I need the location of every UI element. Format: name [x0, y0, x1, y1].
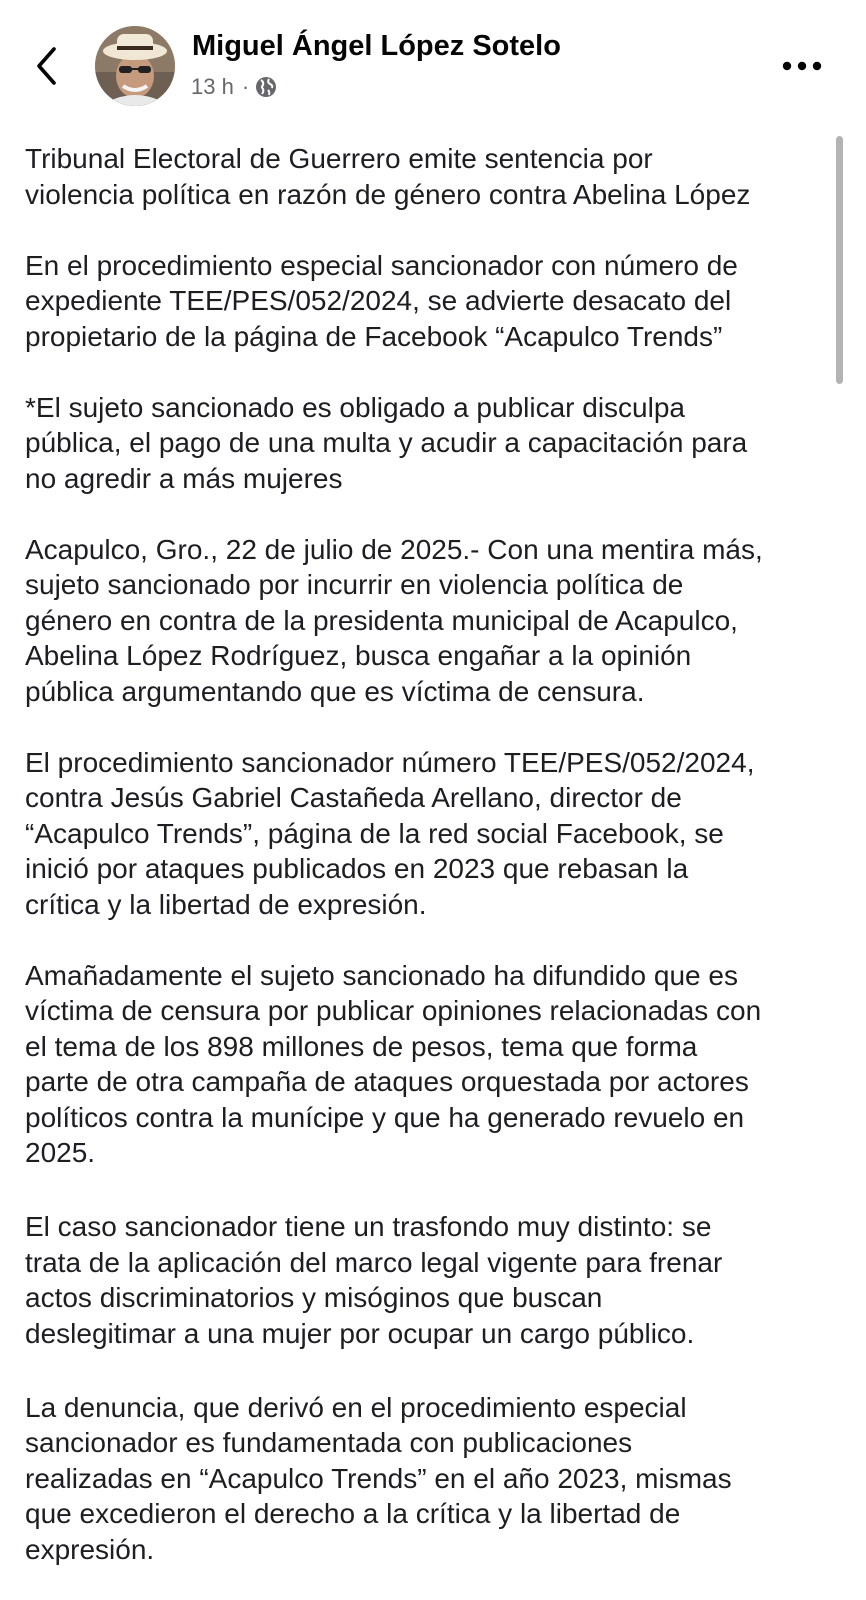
post-line: *El sujeto sancionado es obligado a publicar disculpa — [25, 391, 685, 423]
post-line: deslegitimar a una mujer por ocupar un cargo público. — [25, 1317, 695, 1349]
post-paragraph-7 — [25, 1209, 831, 1351]
post-line: políticos contra la munícipe y que ha generado revuelo en — [25, 1101, 745, 1133]
post-line: sancionador es fundamentada con publicaciones — [25, 1427, 633, 1458]
post-line: La denuncia, que derivó en el procedimiento especial — [25, 1391, 687, 1423]
avatar[interactable] — [95, 26, 175, 106]
post-line: Tribunal Electoral de Guerrero emite sentencia por — [25, 143, 653, 174]
post-line: violencia política en razón de género contra Abelina López — [25, 178, 751, 210]
post-line: sujeto sancionado por incurrir en violencia política de — [25, 569, 684, 600]
post-line: expresión. — [25, 1533, 155, 1565]
post-line: realizadas en “Acapulco Trends” en el año 2023, mismas — [25, 1462, 732, 1494]
post-text — [25, 141, 831, 1567]
post-time[interactable]: 13 h — [191, 74, 234, 99]
meta-separator: · — [241, 74, 250, 99]
post-line: inició por ataques publicados en 2023 que rebasan la — [25, 853, 689, 884]
post-header — [0, 0, 866, 128]
more-options-button[interactable] — [776, 48, 828, 84]
post-line: el tema de los 898 millones de pesos, tema que forma — [25, 1030, 698, 1062]
post-paragraph-3 — [25, 390, 831, 497]
post-line: El procedimiento sancionador número TEE/PES/052/2024, — [25, 746, 755, 778]
post-line: parte de otra campaña de ataques orquestada por actores — [25, 1066, 749, 1097]
post-paragraph-1 — [25, 141, 831, 212]
post-line: Acapulco, Gro., 22 de julio de 2025.- Con una mentira más, — [25, 533, 763, 565]
post-paragraph-6 — [25, 958, 831, 1171]
profile-photo — [95, 26, 175, 106]
scrollbar-thumb[interactable] — [836, 136, 843, 384]
chevron-left-icon — [33, 46, 59, 86]
post-paragraph-8 — [25, 1390, 831, 1568]
post-line: crítica y la libertad de expresión. — [25, 888, 427, 920]
more-dots-icon — [782, 61, 822, 71]
post-paragraph-4 — [25, 532, 831, 710]
post-line: género en contra de la presidenta municipal de Acapulco, — [25, 604, 738, 636]
post-line: Amañadamente el sujeto sancionado ha difundido que es — [25, 959, 738, 991]
post-line: El caso sancionador tiene un trasfondo muy distinto: se — [25, 1211, 712, 1242]
post-line: propietario de la página de Facebook “Acapulco Trends” — [25, 320, 723, 352]
post-line: que excedieron el derecho a la crítica y la libertad de — [25, 1498, 681, 1529]
author-name[interactable]: Miguel Ángel López Sotelo — [192, 30, 561, 62]
post-line: Abelina López Rodríguez, busca engañar a la opinión — [25, 640, 692, 671]
post-paragraph-5 — [25, 745, 831, 923]
post-line: trata de la aplicación del marco legal vigente para frenar — [25, 1246, 723, 1278]
post-line: pública argumentando que es víctima de censura. — [25, 675, 645, 707]
post-line: víctima de censura por publicar opiniones relacionadas con — [25, 995, 762, 1026]
post-line: 2025. — [25, 1137, 96, 1168]
post-line: pública, el pago de una multa y acudir a capacitación para — [25, 427, 748, 458]
post-line: En el procedimiento especial sancionador con número de — [25, 249, 738, 281]
post-line: “Acapulco Trends”, página de la red social Facebook, se — [25, 817, 724, 849]
post-paragraph-2 — [25, 248, 831, 355]
globe-icon — [255, 76, 277, 98]
post-line: expediente TEE/PES/052/2024, se advierte desacato del — [25, 285, 732, 316]
post-meta — [191, 72, 277, 102]
back-button[interactable] — [26, 40, 66, 92]
post-line: no agredir a más mujeres — [25, 462, 343, 494]
post-line: actos discriminatorios y misóginos que buscan — [25, 1282, 603, 1313]
post-line: contra Jesús Gabriel Castañeda Arellano, director de — [25, 782, 682, 813]
